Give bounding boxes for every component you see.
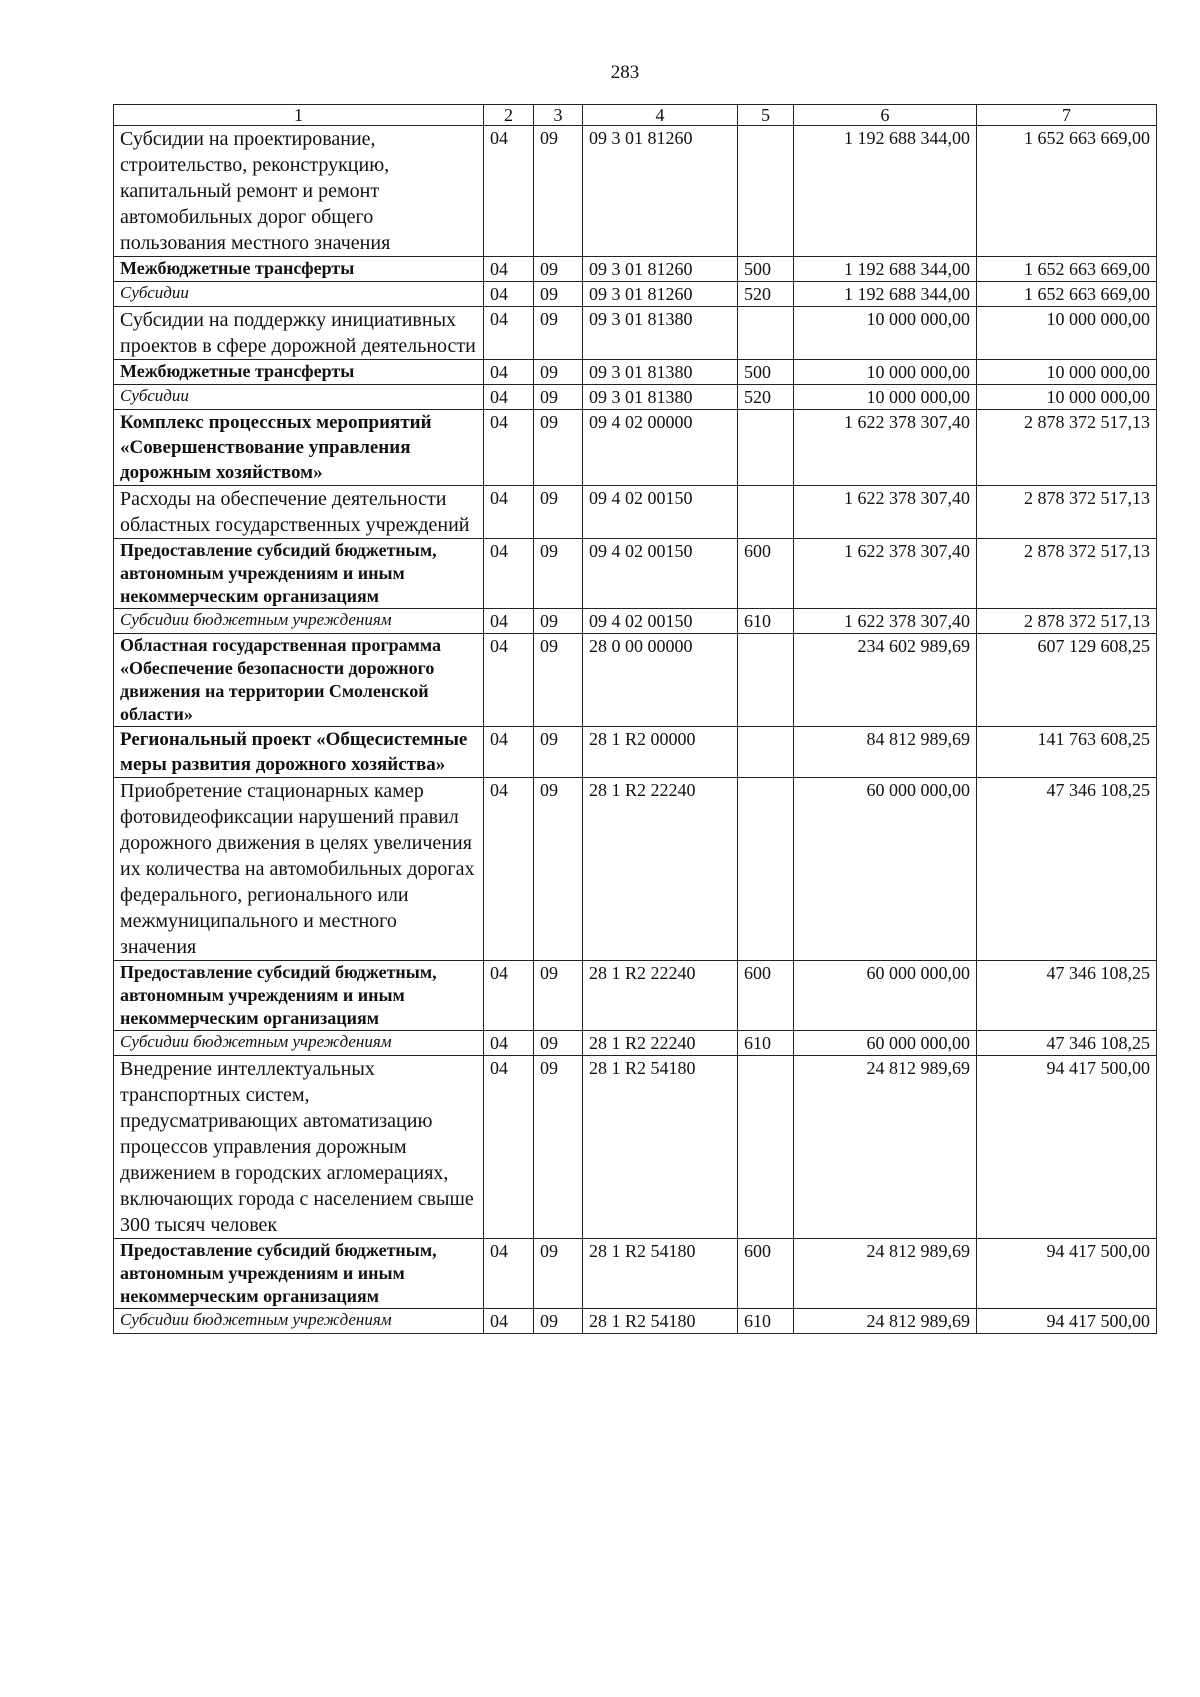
row-expense-type: [738, 307, 794, 360]
row-section: 04: [484, 539, 534, 609]
row-amount-year-2: 94 417 500,00: [977, 1309, 1157, 1334]
row-target-code: 09 3 01 81380: [583, 360, 738, 385]
row-expense-type: [738, 1056, 794, 1239]
row-target-code: 28 1 R2 54180: [583, 1239, 738, 1309]
row-name: Субсидии бюджетным учреждениям: [114, 609, 484, 634]
row-subsection: 09: [534, 634, 583, 727]
row-section: 04: [484, 410, 534, 486]
row-section: 04: [484, 609, 534, 634]
row-amount-year-1: 1 192 688 344,00: [794, 126, 977, 257]
row-section: 04: [484, 360, 534, 385]
row-section: 04: [484, 961, 534, 1031]
row-amount-year-1: 10 000 000,00: [794, 385, 977, 410]
table-row: [114, 727, 1157, 778]
row-expense-type: 520: [738, 282, 794, 307]
row-target-code: 09 3 01 81380: [583, 307, 738, 360]
budget-table: [113, 104, 1157, 1334]
row-amount-year-2: 1 652 663 669,00: [977, 257, 1157, 282]
row-name: Расходы на обеспечение деятельности областных государственных учреждений: [114, 486, 484, 539]
row-target-code: 09 3 01 81260: [583, 126, 738, 257]
row-amount-year-1: 24 812 989,69: [794, 1239, 977, 1309]
row-name: Субсидии на поддержку инициативных проектов в сфере дорожной деятельности: [114, 307, 484, 360]
row-subsection: 09: [534, 486, 583, 539]
row-amount-year-1: 60 000 000,00: [794, 961, 977, 1031]
row-subsection: 09: [534, 1056, 583, 1239]
row-amount-year-2: 1 652 663 669,00: [977, 126, 1157, 257]
table-row: [114, 486, 1157, 539]
row-amount-year-2: 10 000 000,00: [977, 385, 1157, 410]
row-section: 04: [484, 282, 534, 307]
row-name: Предоставление субсидий бюджетным, автономным учреждениям и иным некоммерческим организациям: [114, 961, 484, 1031]
row-section: 04: [484, 1031, 534, 1056]
row-section: 04: [484, 634, 534, 727]
row-expense-type: 610: [738, 1031, 794, 1056]
row-amount-year-2: 10 000 000,00: [977, 360, 1157, 385]
row-name: Субсидии: [114, 282, 484, 307]
row-section: 04: [484, 1239, 534, 1309]
row-section: 04: [484, 486, 534, 539]
row-subsection: 09: [534, 257, 583, 282]
row-name: Межбюджетные трансферты: [114, 360, 484, 385]
row-expense-type: 500: [738, 257, 794, 282]
row-subsection: 09: [534, 307, 583, 360]
row-subsection: 09: [534, 609, 583, 634]
row-section: 04: [484, 257, 534, 282]
table-row: [114, 385, 1157, 410]
row-expense-type: 610: [738, 1309, 794, 1334]
row-section: 04: [484, 778, 534, 961]
row-subsection: 09: [534, 410, 583, 486]
row-expense-type: 610: [738, 609, 794, 634]
row-expense-type: [738, 778, 794, 961]
row-amount-year-2: 607 129 608,25: [977, 634, 1157, 727]
table-row: [114, 1031, 1157, 1056]
table-row: [114, 961, 1157, 1031]
row-target-code: 09 3 01 81260: [583, 282, 738, 307]
row-target-code: 09 4 02 00000: [583, 410, 738, 486]
row-amount-year-2: 2 878 372 517,13: [977, 609, 1157, 634]
row-name: Субсидии: [114, 385, 484, 410]
table-body: [114, 126, 1157, 1334]
row-amount-year-1: 234 602 989,69: [794, 634, 977, 727]
table-row: [114, 282, 1157, 307]
row-expense-type: 600: [738, 1239, 794, 1309]
row-subsection: 09: [534, 961, 583, 1031]
row-subsection: 09: [534, 1031, 583, 1056]
row-name: Предоставление субсидий бюджетным, автономным учреждениям и иным некоммерческим организациям: [114, 1239, 484, 1309]
header-col-2: 2: [484, 105, 534, 126]
row-amount-year-1: 10 000 000,00: [794, 360, 977, 385]
page-number: 283: [610, 62, 640, 83]
row-expense-type: 600: [738, 961, 794, 1031]
row-name: Субсидии бюджетным учреждениям: [114, 1309, 484, 1334]
table-row: [114, 1056, 1157, 1239]
row-amount-year-1: 84 812 989,69: [794, 727, 977, 778]
row-name: Приобретение стационарных камер фотовидеофиксации нарушений правил дорожного движения в целях увеличения их количества на автомобильных дорогах федерального, регионального или межмуниципального и местного значения: [114, 778, 484, 961]
header-col-5: 5: [738, 105, 794, 126]
table-row: [114, 307, 1157, 360]
row-expense-type: [738, 727, 794, 778]
row-name: Областная государственная программа «Обеспечение безопасности дорожного движения на территории Смоленской области»: [114, 634, 484, 727]
header-col-7: 7: [977, 105, 1157, 126]
row-amount-year-1: 1 622 378 307,40: [794, 609, 977, 634]
row-amount-year-1: 1 622 378 307,40: [794, 486, 977, 539]
table-row: [114, 1309, 1157, 1334]
row-amount-year-2: 2 878 372 517,13: [977, 539, 1157, 609]
row-subsection: 09: [534, 1239, 583, 1309]
row-target-code: 28 1 R2 00000: [583, 727, 738, 778]
row-amount-year-1: 24 812 989,69: [794, 1309, 977, 1334]
table-row: [114, 539, 1157, 609]
row-target-code: 09 4 02 00150: [583, 486, 738, 539]
row-amount-year-2: 94 417 500,00: [977, 1239, 1157, 1309]
row-target-code: 28 1 R2 54180: [583, 1309, 738, 1334]
table-row: [114, 609, 1157, 634]
row-amount-year-1: 1 622 378 307,40: [794, 539, 977, 609]
row-name: Предоставление субсидий бюджетным, автономным учреждениям и иным некоммерческим организациям: [114, 539, 484, 609]
header-col-4: 4: [583, 105, 738, 126]
row-subsection: 09: [534, 126, 583, 257]
table-row: [114, 257, 1157, 282]
row-section: 04: [484, 1309, 534, 1334]
row-amount-year-2: 2 878 372 517,13: [977, 486, 1157, 539]
row-amount-year-1: 1 192 688 344,00: [794, 257, 977, 282]
row-section: 04: [484, 727, 534, 778]
row-target-code: 09 3 01 81380: [583, 385, 738, 410]
row-amount-year-1: 1 622 378 307,40: [794, 410, 977, 486]
row-section: 04: [484, 1056, 534, 1239]
row-expense-type: [738, 634, 794, 727]
row-name: Внедрение интеллектуальных транспортных систем, предусматривающих автоматизацию процессов управления дорожным движением в городских агломерациях, включающих города с населением свыше 300 тысяч человек: [114, 1056, 484, 1239]
row-subsection: 09: [534, 385, 583, 410]
row-expense-type: [738, 126, 794, 257]
table-row: [114, 126, 1157, 257]
row-amount-year-1: 60 000 000,00: [794, 778, 977, 961]
row-target-code: 28 1 R2 22240: [583, 778, 738, 961]
header-col-1: 1: [114, 105, 484, 126]
row-target-code: 28 0 00 00000: [583, 634, 738, 727]
row-subsection: 09: [534, 360, 583, 385]
row-target-code: 09 4 02 00150: [583, 609, 738, 634]
row-amount-year-2: 47 346 108,25: [977, 1031, 1157, 1056]
row-amount-year-2: 94 417 500,00: [977, 1056, 1157, 1239]
row-amount-year-2: 2 878 372 517,13: [977, 410, 1157, 486]
row-target-code: 28 1 R2 54180: [583, 1056, 738, 1239]
row-expense-type: 600: [738, 539, 794, 609]
row-name: Субсидии на проектирование, строительство, реконструкцию, капитальный ремонт и ремонт автомобильных дорог общего пользования местного значения: [114, 126, 484, 257]
row-amount-year-1: 24 812 989,69: [794, 1056, 977, 1239]
table-row: [114, 360, 1157, 385]
row-subsection: 09: [534, 727, 583, 778]
row-name: Региональный проект «Общесистемные меры развития дорожного хозяйства»: [114, 727, 484, 778]
row-subsection: 09: [534, 539, 583, 609]
row-amount-year-1: 60 000 000,00: [794, 1031, 977, 1056]
table-row: [114, 410, 1157, 486]
row-expense-type: [738, 410, 794, 486]
table-row: [114, 634, 1157, 727]
table-row: [114, 1239, 1157, 1309]
row-amount-year-2: 47 346 108,25: [977, 778, 1157, 961]
row-name: Комплекс процессных мероприятий «Совершенствование управления дорожным хозяйством»: [114, 410, 484, 486]
row-section: 04: [484, 385, 534, 410]
row-section: 04: [484, 126, 534, 257]
row-name: Субсидии бюджетным учреждениям: [114, 1031, 484, 1056]
row-amount-year-2: 1 652 663 669,00: [977, 282, 1157, 307]
row-name: Межбюджетные трансферты: [114, 257, 484, 282]
header-col-6: 6: [794, 105, 977, 126]
row-section: 04: [484, 307, 534, 360]
row-amount-year-1: 10 000 000,00: [794, 307, 977, 360]
row-target-code: 09 3 01 81260: [583, 257, 738, 282]
row-expense-type: [738, 486, 794, 539]
row-subsection: 09: [534, 1309, 583, 1334]
row-subsection: 09: [534, 778, 583, 961]
row-amount-year-1: 1 192 688 344,00: [794, 282, 977, 307]
row-amount-year-2: 10 000 000,00: [977, 307, 1157, 360]
row-amount-year-2: 47 346 108,25: [977, 961, 1157, 1031]
row-subsection: 09: [534, 282, 583, 307]
row-expense-type: 500: [738, 360, 794, 385]
row-expense-type: 520: [738, 385, 794, 410]
row-target-code: 28 1 R2 22240: [583, 1031, 738, 1056]
row-target-code: 28 1 R2 22240: [583, 961, 738, 1031]
table-row: [114, 778, 1157, 961]
row-amount-year-2: 141 763 608,25: [977, 727, 1157, 778]
row-target-code: 09 4 02 00150: [583, 539, 738, 609]
header-row: [114, 105, 1157, 126]
header-col-3: 3: [534, 105, 583, 126]
